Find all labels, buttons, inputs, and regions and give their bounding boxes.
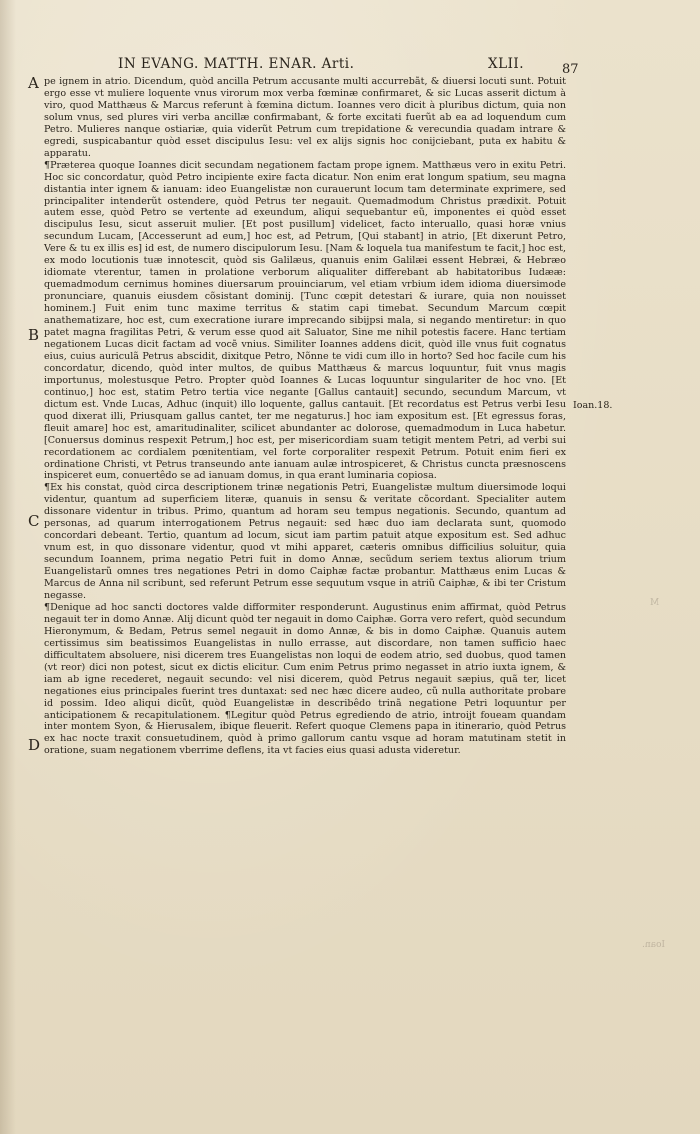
bleed-through-note: Ioan.	[642, 940, 665, 950]
bleed-through-letter: M	[650, 598, 660, 608]
paragraph-1: pe ignem in atrio. Dicendum, quòd ancilla Petrum accusante multi accurrebãt, & diuersi locuti sunt. Potuit ergo esse vt muliere loquente vnus virorum mox verba fœminæ confirmaret, & sic Lucas asserit dictum à viro, quod Matthæus & Marcus referunt à fœmina dictum. Ioannes vero dicit à pluribus dictum, quia non solum vnus, sed plures viri verba ancillæ confirmabant, & forte excitati fuerũt ab ea ad loquendum cum Petro. Mulieres nanque ostiariæ, quia viderũt Petrum cum trepidatione & verecundia quadam intrare & egredi, suspicabantur quòd esset discipulus Iesu: vel ex alijs signis hoc conijciebant, puta ex habitu & apparatu.	[44, 76, 566, 159]
margin-letter-c: C	[28, 512, 40, 530]
paragraph-4: ¶Denique ad hoc sancti doctores valde difformiter responderunt. Augustinus enim affirmat, quòd Petrus negauit ter in domo Annæ. Alij dicunt quòd ter negauit in domo Caiphæ. Gorra vero refert, quòd secundum Hieronymum, & Bedam, Petrus semel negauit in domo Annæ, & bis in domo Caiphæ. Quanuis autem certissimus sim beatissimos Euangelistas in nullo errasse, aut discordare, non tamen sufficio haec difficultatem absoluere, nisi dicerem tres Euangelistas non loqui de eodem atrio, sed duobus, quod tamen (vt reor) dici non potest, sicut ex dictis elicitur. Cum enim Petrus primo negasset in atrio iuxta ignem, & iam ab igne recederet, negauit secundo: vel nisi dicerem, quòd Petrus negauit sæpius, quã ter, licet negationes eius principales fuerint tres duntaxat: sed nec hæc dicere audeo, cũ nulla authoritate probare id possim. Ideo aliqui dicũt, quòd Euangelistæ in describêdo trinã negatione Petri loquuntur per anticipationem & recapitulationem. ¶Legitur quòd Petrus egrediendo de atrio, introijt foueam quandam inter montem Syon, & Hierusalem, ibique fleuerit. Refert quoque Clemens papa in itinerario, quòd Petrus ex hac nocte traxit consuetudinem, quòd à primo gallorum cantu vsque ad horam matutinam stetit in oratione, suam negationem vberrime deflens, ita vt facies eius quasi adusta videretur.	[44, 601, 566, 757]
paragraph-3: ¶Ex his constat, quòd circa descriptionem trinæ negationis Petri, Euangelistæ multum diuersimode loqui videntur, quantum ad superficiem literæ, quanuis in sensu & veritate cõcordant. Specialiter autem dissonare videntur in tribus. Primo, quantum ad horam seu tempus negationis. Secundo, quantum ad personas, ad quarum interrogationem Petrus negauit: sed hæc duo iam declarata sunt, quomodo concordari debeant. Tertio, quantum ad locum, sicut iam partim patuit atque expositum est. Sed adhuc vnum est, in quo dissonare videntur, quod vt mihi apparet, cæteris omnibus difficilius soluitur, quia secundum Ioannem, prima negatio Petri fuit in domo Annæ, secũdum seriem textus aliorum trium Euangelistarũ omnes tres negationes Petri in domo Caiphæ factæ probantur. Matthæus enim Lucas & Marcus de Anna nil scribunt, sed referunt Petrum esse sequutum vsque in atriũ Caiphæ, & ibi ter Cristum negasse.	[44, 482, 566, 601]
margin-letter-b: B	[28, 326, 40, 344]
gutter-shadow	[0, 0, 16, 1134]
page-number: 87	[562, 62, 579, 77]
running-title: IN EVANG. MATTH. ENAR. Arti.	[118, 56, 355, 72]
paragraph-2: ¶Præterea quoque Ioannes dicit secundam negationem factam prope ignem. Matthæus vero in exitu Petri. Hoc sic concordatur, quòd Petro incipiente exire facta dicatur. Non enim erat longum spatium, seu magna distantia inter ignem & ianuam: ideo Euangelistæ non curauerunt locum tam determinate exprimere, sed principaliter intenderũt ostendere, quòd Petrus ter negauit. Quemadmodum Christus prædixit. Potuit autem esse, quòd Petro se vertente ad exeundum, aliqui sequebantur eũ, imponentes ei quòd esset discipulus Iesu, sicut asseruit mulier. [Et post pusillum] videlicet, facto interuallo, quasi horæ vnius secundum Lucam, [Accesserunt ad eum,] hoc est, ad Petrum, [Qui stabant] in atrio, [Et dixerunt Petro, Vere & tu ex illis es] id est, de numero discipulorum Iesu. [Nam & loquela tua manifestum te facit,] hoc est, ex modo locutionis tuæ innotescit, quòd sis Galilæus, quanuis enim Galilæi essent Hebræi, & Hebræo idiomate vterentur, tamen in prolatione verborum aliqualiter differebant ab habitatoribus Iudææ: quemadmodum cernimus homines diuersarum prouinciarum, vel etiam vrbium idem idioma diuersimode pronunciare, quanuis eiusdem cõsistant dominij. [Tunc cœpit detestari & iurare, quia non nouisset hominem.] Fuit enim tunc maxime territus & statim capi timebat. Secundum Marcum cœpit anathematizare, hoc est, cum execratione iurare imprecando sibijpsi mala, si negando mentiretur: in quo patet magna fragilitas Petri, & verum esse quod ait Saluator, Sine me nihil potestis facere. Hanc tertiam negationem Lucas dicit factam ad vocẽ vnius. Similiter Ioannes addens dicit, quòd ille vnus fuit cognatus eius, cuius auriculã Petrus abscidit, dixitque Petro, Nõnne te vidi cum illo in horto? Sed hoc facile cum his concordatur, dicendo, quòd inter multos, de quibus Matthæus & marcus loquuntur, fuit vnus magis importunus, molestusque Petro. Propter quòd Ioannes & Lucas loquuntur singulariter de hoc vno. [Et continuo,] hoc est, statim Petro tertia vice negante [Gallus cantauit] secundo, secundum Marcum, vt dictum est. Vnde Lucas, Adhuc (inquit) illo loquente, gallus cantauit. [Et recordatus est Petrus verbi Iesu quod dixerat illi, Priusquam gallus cantet, ter me negaturus.] hoc iam expositum est. [Et egressus foras, fleuit amare] hoc est, amaritudinaliter, scilicet abundanter ac dolorose, quemadmodum in Luca habetur. [Conuersus dominus respexit Petrum,] hoc est, per misericordiam suam tetigit mentem Petri, ad verbi sui recordationem ac cordialem pœnitentiam, vel forte corporaliter respexit Petrum. Potuit enim fieri ex ordinatione Christi, vt Petrus transeundo ante ianuam aulæ introspiceret, & Christus cuncta præsnoscens inspiceret eum, conuertêdo se ad ianuam domus, in qua erant luminaria copiosa.	[44, 159, 566, 482]
article-number: XLII.	[488, 56, 525, 72]
margin-note-ioan: Ioan.18.	[573, 400, 613, 411]
margin-letter-a: A	[28, 74, 39, 92]
margin-letter-d: D	[28, 736, 41, 754]
body-text	[44, 76, 566, 1036]
